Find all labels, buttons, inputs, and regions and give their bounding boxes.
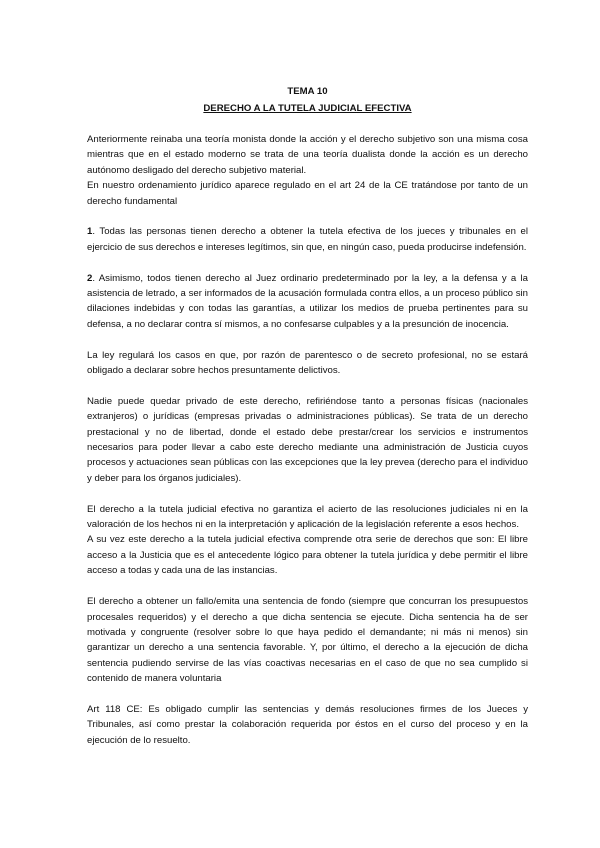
point-2-text: . Asimismo, todos tienen derecho al Juez ordinario predeterminado por la ley, a la defensa y a la asistencia de letrado, a ser informados de la acusación formulada contra ellos, a un proceso público sin dilaciones indebidas y con todas las garantías, a utilizar los medios de prueba pertinentes para su defensa, a no declarar contra sí mismos, a no confesarse culpables y a la presunción de inocencia.	[87, 272, 528, 330]
document-body	[87, 132, 528, 748]
paragraph-point-1	[87, 224, 528, 255]
point-1-text: . Todas las personas tienen derecho a obtener la tutela efectiva de los jueces y tribunales en el ejercicio de sus derechos e intereses legítimos, sin que, en ningún caso, pueda producirse indefensión.	[87, 226, 528, 253]
paragraph-no-garantiza: El derecho a la tutela judicial efectiva no garantiza el acierto de las resoluciones judiciales ni en la valoración de los hechos ni en la interpretación y aplicación de la legislación referente a esos hechos.	[87, 503, 528, 531]
paragraph-regulation: En nuestro ordenamiento jurídico aparece regulado en el art 24 de la CE tratándose por tanto de un derecho fundamental	[87, 180, 528, 207]
point-number-2: 2	[87, 272, 93, 284]
paragraph-art-118: Art 118 CE: Es obligado cumplir las sentencias y demás resoluciones firmes de los Jueces y Tribunales, así como prestar la colaboración requerida por éstos en el curso del proceso y en la ejecución de lo resuelto.	[87, 703, 528, 746]
point-number-1: 1	[87, 226, 93, 238]
paragraph-nadie: Nadie puede quedar privado de este derecho, refiriéndose tanto a personas físicas (nacionales extranjeros) o jurídicas (empresas privadas o administraciones públicas). Se trata de un derecho prestacional y no de libertad, donde el estado debe prestar/crear los servicios e instrumentos necesarios para poder llevar a cabo este derecho mediante una administración de Justicia cuyos procesos y actuaciones sean públicas con las excepciones que la ley prevea (derecho para el individuo y deber para los órganos judiciales).	[87, 395, 528, 484]
page-subtitle: DERECHO A LA TUTELA JUDICIAL EFECTIVA	[203, 103, 412, 114]
paragraph-secreto: La ley regulará los casos en que, por razón de parentesco o de secreto profesional, no se estará obligado a declarar sobre hechos presuntamente delictivos.	[87, 349, 528, 377]
page-title: TEMA 10	[287, 86, 328, 97]
paragraph-intro: Anteriormente reinaba una teoría monista donde la acción y el derecho subjetivo son una misma cosa mientras que en el estado moderno se trata de una teoría dualista donde la acción es un derecho autónomo desligado del derecho subjetivo material.	[87, 134, 528, 176]
paragraph-fallo: El derecho a obtener un fallo/emita una sentencia de fondo (siempre que concurran los presupuestos procesales requeridos) y el derecho a que dicha sentencia se ejecute. Dicha sentencia ha de ser motivada y congruente (resolver sobre lo que haya pedido el demandante; ni más ni menos) sin garantizar un derecho a una sentencia favorable. Y, por último, el derecho a la ejecución de dicha sentencia pudiendo servirse de las vías coactivas necesarias en el caso de que no sea cumplido si contenido de manera voluntaria	[87, 596, 528, 685]
paragraph-libre-acceso: A su vez este derecho a la tutela judicial efectiva comprende otra serie de derechos que son: El libre acceso a la Justicia que es el antecedente lógico para obtener la tutela jurídica y debe permitir el libre acceso a todas y cada una de las instancias.	[87, 534, 528, 577]
paragraph-point-2	[87, 271, 528, 333]
